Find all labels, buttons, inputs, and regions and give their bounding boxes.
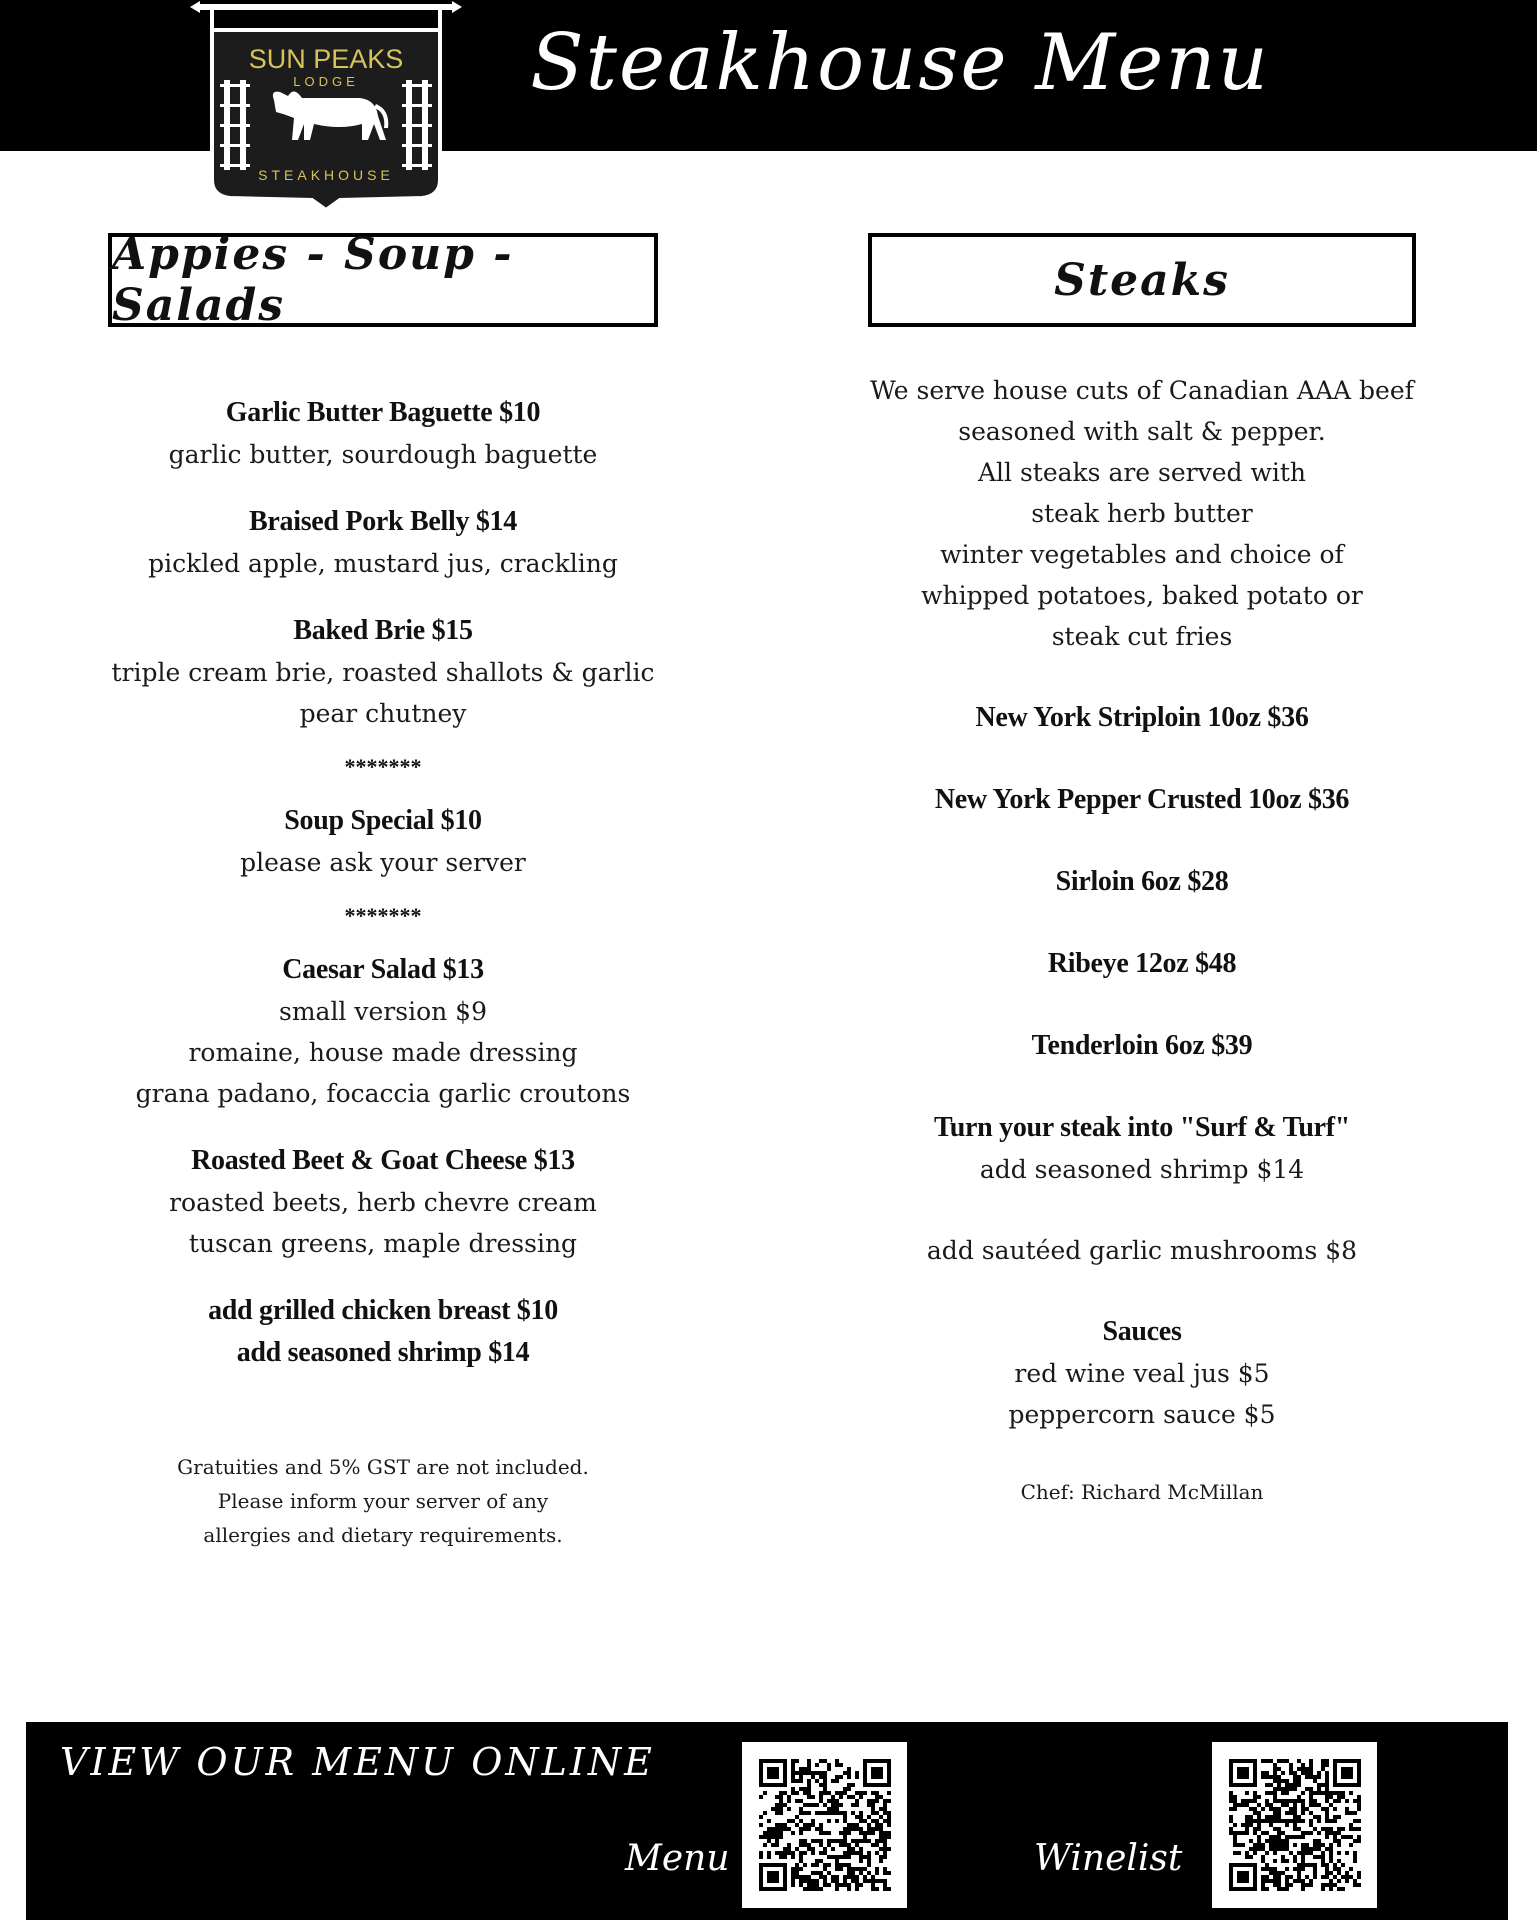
steaks-intro-line: We serve house cuts of Canadian AAA beef [870, 376, 1414, 405]
menu-qr-code[interactable] [742, 1742, 907, 1908]
fine-print: allergies and dietary requirements. [203, 1523, 563, 1547]
mushroom-addon: add sautéed garlic mushrooms $8 [926, 1236, 1358, 1265]
fine-print: Gratuities and 5% GST are not included. [177, 1455, 589, 1479]
menu-qr-label: Menu [625, 1838, 730, 1879]
sauce-item: peppercorn sauce $5 [1008, 1400, 1276, 1429]
steaks-intro-line: All steaks are served with [977, 458, 1307, 487]
addon-item: add seasoned shrimp $14 [236, 1337, 530, 1368]
section-heading-appies: Appies - Soup - Salads [108, 233, 658, 327]
appies-column [108, 392, 658, 1552]
menu-item-desc: tuscan greens, maple dressing [188, 1229, 578, 1258]
sauces-title: Sauces [1102, 1316, 1182, 1347]
steak-item: Sirloin 6oz $28 [1055, 866, 1229, 897]
sauce-item: red wine veal jus $5 [1014, 1359, 1270, 1388]
separator: ******* [344, 903, 422, 928]
menu-item-desc: small version $9 [279, 997, 487, 1026]
menu-item-desc: please ask your server [240, 848, 526, 877]
separator: ******* [344, 754, 422, 779]
menu-item-title: Garlic Butter Baguette $10 [225, 397, 541, 428]
surf-turf-desc: add seasoned shrimp $14 [979, 1155, 1305, 1184]
steaks-intro-line: whipped potatoes, baked potato or [921, 581, 1363, 610]
steak-item: Ribeye 12oz $48 [1047, 948, 1237, 979]
view-menu-online: VIEW OUR MENU ONLINE [60, 1740, 655, 1784]
section-heading-steaks: Steaks [868, 233, 1416, 327]
steaks-intro-line: steak herb butter [1031, 499, 1253, 528]
steaks-column [868, 370, 1416, 1509]
svg-text:STEAKHOUSE: STEAKHOUSE [258, 167, 394, 183]
svg-text:LODGE: LODGE [293, 74, 359, 89]
menu-item-title: Braised Pork Belly $14 [249, 506, 517, 537]
svg-text:SUN PEAKS: SUN PEAKS [248, 44, 404, 74]
menu-item-title: Baked Brie $15 [293, 615, 473, 646]
fine-print: Please inform your server of any [217, 1489, 549, 1513]
menu-item-desc: triple cream brie, roasted shallots & garlic [111, 658, 655, 687]
steaks-intro-line: seasoned with salt & pepper. [958, 417, 1326, 446]
menu-item-desc: grana padano, focaccia garlic croutons [135, 1079, 631, 1108]
menu-item-desc: garlic butter, sourdough baguette [168, 440, 598, 469]
page-title: Steakhouse Menu [530, 18, 1270, 108]
menu-item-desc: pear chutney [299, 699, 467, 728]
steak-item: New York Striploin 10oz $36 [975, 702, 1309, 733]
qr-code-icon [1229, 1759, 1361, 1891]
menu-item-desc: roasted beets, herb chevre cream [169, 1188, 597, 1217]
menu-item-title: Caesar Salad $13 [282, 954, 484, 985]
steak-item: New York Pepper Crusted 10oz $36 [934, 784, 1350, 815]
menu-item-desc: romaine, house made dressing [188, 1038, 578, 1067]
chef-credit: Chef: Richard McMillan [1020, 1480, 1264, 1504]
addon-item: add grilled chicken breast $10 [208, 1295, 558, 1326]
winelist-qr-label: Winelist [1034, 1838, 1183, 1879]
sun-peaks-logo [190, 0, 462, 212]
menu-item-desc: pickled apple, mustard jus, crackling [148, 549, 618, 578]
surf-turf-title: Turn your steak into "Surf & Turf" [933, 1112, 1351, 1143]
steaks-intro-line: steak cut fries [1051, 622, 1233, 651]
menu-item-title: Soup Special $10 [284, 805, 482, 836]
qr-code-icon [759, 1759, 891, 1891]
steaks-intro-line: winter vegetables and choice of [940, 540, 1344, 569]
menu-item-title: Roasted Beet & Goat Cheese $13 [191, 1145, 575, 1176]
winelist-qr-code[interactable] [1212, 1742, 1377, 1908]
steak-item: Tenderloin 6oz $39 [1031, 1030, 1253, 1061]
